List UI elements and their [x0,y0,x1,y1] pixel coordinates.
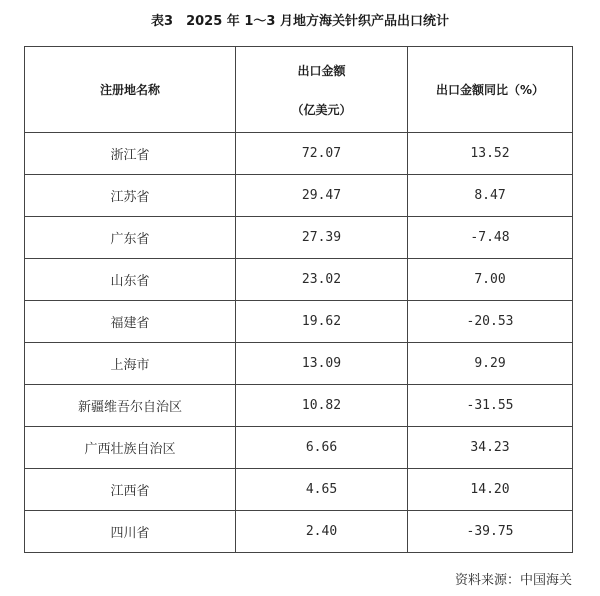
region-cell: 江西省 [25,469,236,511]
region-cell: 江苏省 [25,175,236,217]
yoy-cell: -20.53 [408,301,573,343]
region-cell: 四川省 [25,511,236,553]
amount-cell: 4.65 [236,469,408,511]
yoy-cell: 7.00 [408,259,573,301]
amount-cell: 2.40 [236,511,408,553]
table-title: 表3 2025 年 1～3 月地方海关针织产品出口统计 [151,14,449,29]
header-amount-line2: （亿美元） [291,102,352,117]
amount-cell: 10.82 [236,385,408,427]
yoy-cell: 34.23 [408,427,573,469]
table-row [25,175,573,217]
yoy-cell: 14.20 [408,469,573,511]
yoy-cell: -7.48 [408,217,573,259]
header-yoy: 出口金额同比（%） [408,47,573,133]
yoy-cell: -39.75 [408,511,573,553]
amount-cell: 19.62 [236,301,408,343]
region-cell: 浙江省 [25,133,236,175]
header-region: 注册地名称 [25,47,236,133]
yoy-cell: 9.29 [408,343,573,385]
table-row [25,511,573,553]
amount-cell: 13.09 [236,343,408,385]
header-amount [236,47,408,133]
table-row [25,301,573,343]
source-note: 资料来源：中国海关 [454,573,572,588]
region-cell: 福建省 [25,301,236,343]
region-cell: 山东省 [25,259,236,301]
table-row [25,343,573,385]
amount-cell: 23.02 [236,259,408,301]
amount-cell: 6.66 [236,427,408,469]
region-cell: 广东省 [25,217,236,259]
amount-cell: 29.47 [236,175,408,217]
export-stats-table [24,46,573,553]
region-cell: 上海市 [25,343,236,385]
yoy-cell: 8.47 [408,175,573,217]
table-row [25,469,573,511]
amount-cell: 72.07 [236,133,408,175]
yoy-cell: 13.52 [408,133,573,175]
amount-cell: 27.39 [236,217,408,259]
table-row [25,385,573,427]
table-row [25,217,573,259]
region-cell: 广西壮族自治区 [25,427,236,469]
table-row [25,133,573,175]
region-cell: 新疆维吾尔自治区 [25,385,236,427]
yoy-cell: -31.55 [408,385,573,427]
header-row [25,47,573,133]
table-row [25,259,573,301]
table-row [25,427,573,469]
header-amount-line1: 出口金额 [297,63,346,78]
